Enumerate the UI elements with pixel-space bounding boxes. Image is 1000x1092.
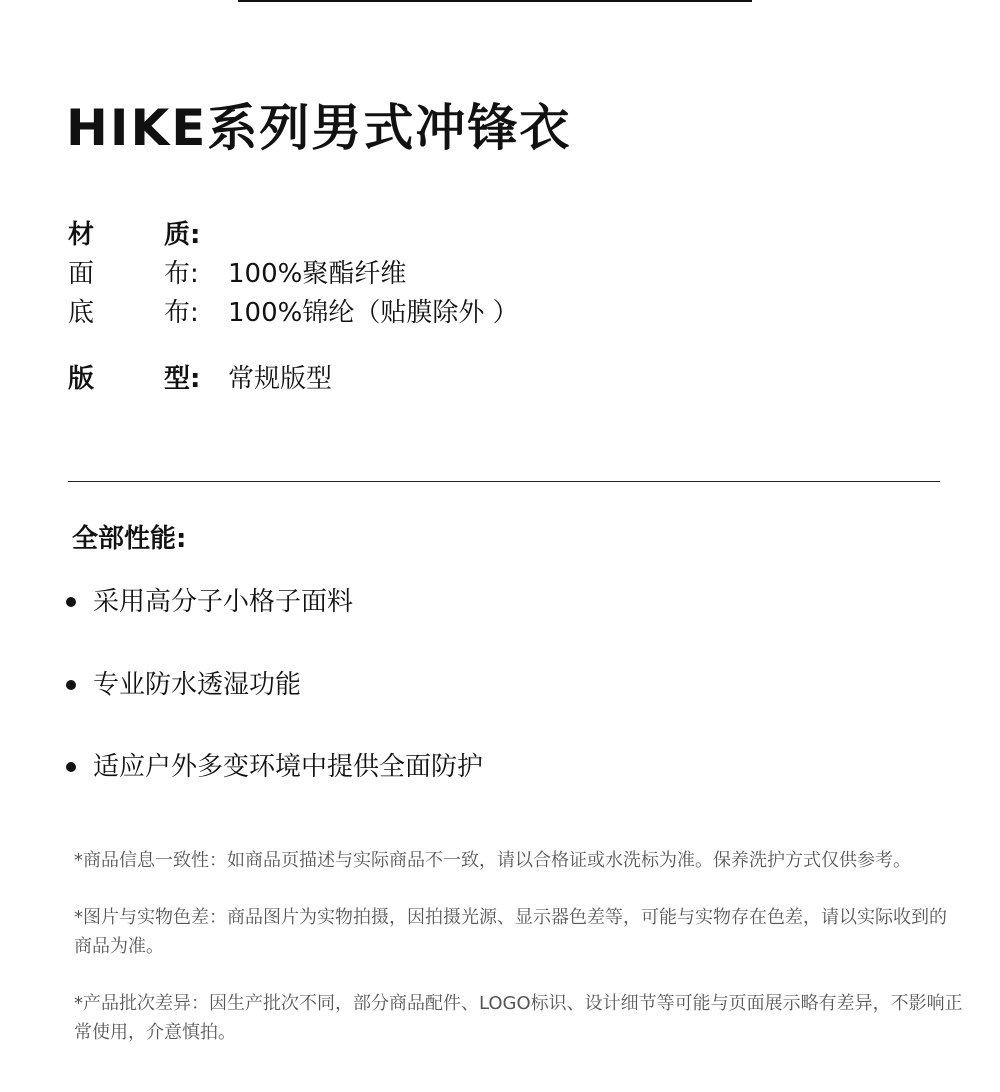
- spec-fit-value: 常规版型: [228, 364, 333, 394]
- spec-base-fabric-value: 100%锦纶（贴膜除外 ）: [228, 298, 519, 328]
- bullet-icon: [66, 762, 76, 772]
- note-consistency: *商品信息一致性：如商品页描述与实际商品不一致，请以合格证或水洗标为准。保养洗护方式仅供参考。: [74, 850, 911, 871]
- features-heading: 全部性能:: [72, 524, 187, 554]
- product-title: HIKE系列男式冲锋衣: [66, 99, 572, 157]
- feature-text: 采用高分子小格子面料: [93, 587, 354, 617]
- spec-fit-key1: 版: [68, 364, 95, 394]
- bullet-icon: [66, 597, 76, 607]
- feature-text: 适应户外多变环境中提供全面防护: [93, 752, 484, 782]
- note-color-difference: *图片与实物色差：商品图片为实物拍摄，因拍摄光源、显示器色差等，可能与实物存在色差，请以实际收到的商品为准。: [74, 907, 947, 957]
- spec-fit-key2: 型:: [164, 364, 201, 394]
- spec-base-fabric-key1: 底: [68, 298, 95, 328]
- bullet-icon: [66, 680, 76, 690]
- note-batch-difference: *产品批次差异：因生产批次不同，部分商品配件、LOGO标识、设计细节等可能与页面展示略有差异，不影响正常使用，介意慎拍。: [74, 993, 963, 1043]
- section-divider: [68, 481, 940, 482]
- top-rule: [238, 0, 752, 2]
- feature-text: 专业防水透湿功能: [93, 670, 302, 700]
- spec-face-fabric-key2: 布:: [164, 259, 199, 289]
- spec-face-fabric-key1: 面: [68, 259, 95, 289]
- spec-material-key2: 质:: [164, 220, 201, 250]
- spec-face-fabric-value: 100%聚酯纤维: [228, 259, 407, 289]
- spec-material-key1: 材: [68, 220, 95, 250]
- spec-base-fabric-key2: 布:: [164, 298, 199, 328]
